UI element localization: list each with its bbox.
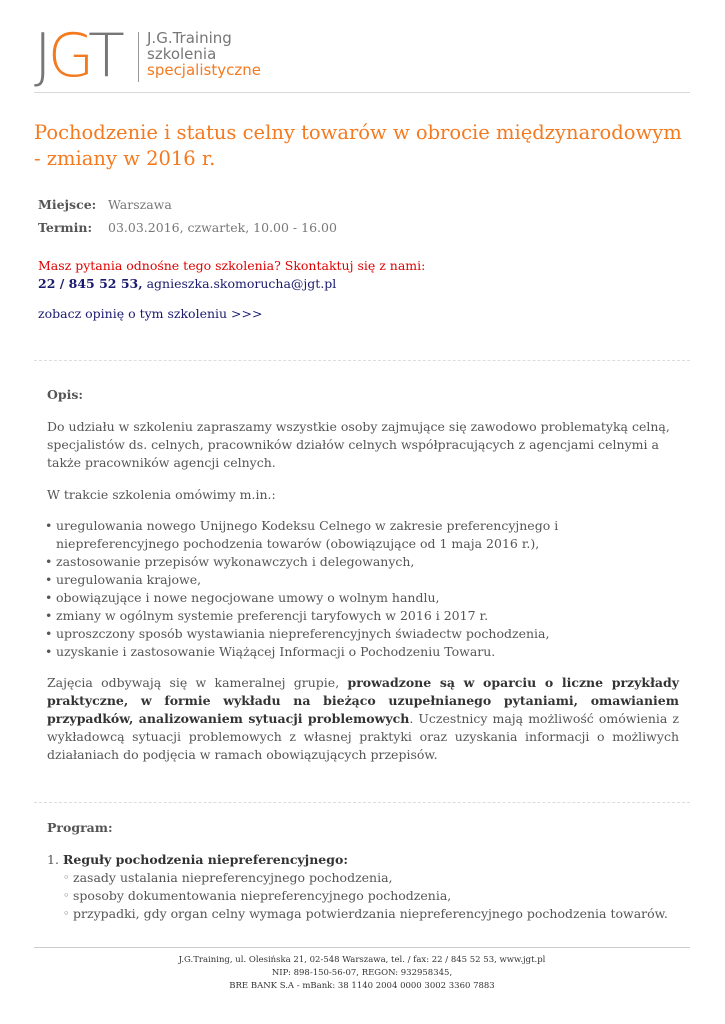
description-closing [47,674,679,764]
logo-letter-g: G [47,21,89,91]
logo-company-name: J.G.Training [147,29,232,47]
training-meta [38,193,337,239]
program-sublist [47,869,679,923]
footer-bank: BRE BANK S.A - mBank: 38 1140 2004 0000 3002 3360 7883 [229,981,495,991]
description-lead: W trakcie szkolenia omówimy m.in.: [47,487,276,502]
list-item: • uregulowania nowego Unijnego Kodeksu Celnego w zakresie preferencyjnego i niepreferencyjnego pochodzenia towarów (obowiązujące od 1 maja 2016 r.), [47,517,679,553]
program-item-number: 1. [47,852,59,867]
logo-letter-t: T [88,21,121,91]
list-item: • uzyskanie i zastosowanie Wiążącej Informacji o Pochodzeniu Towaru. [47,643,679,661]
page-header [34,21,690,93]
description-heading: Opis: [47,387,84,402]
place-label: Miejsce: [38,197,97,212]
program-heading: Program: [47,820,113,835]
meta-date-row [38,216,337,239]
contact-details [38,275,425,293]
list-item: • uproszczony sposób wystawiania niepreferencyjnych świadectw pochodzenia, [47,625,679,643]
section-divider [34,360,690,361]
opinion-link[interactable]: zobacz opinię o tym szkoleniu >>> [38,306,263,321]
jgt-logo [34,21,121,91]
footer-address: J.G.Training, ul. Olesińska 21, 02-548 Warszawa, tel. / fax: 22 / 845 52 53, www.jgt.pl [178,955,546,965]
program-section [47,819,679,923]
page-title: Pochodzenie i status celny towarów w obrocie międzynarodowym - zmiany w 2016 r. [34,121,682,170]
place-value: Warszawa [108,197,172,212]
contact-block [38,257,425,293]
list-item: • obowiązujące i nowe negocjowane umowy o wolnym handlu, [47,589,679,607]
logo-tagline-2: specjalistyczne [147,61,261,79]
footer-registration: NIP: 898-150-56-07, REGON: 932958345, [271,968,453,978]
contact-phone[interactable]: 22 / 845 52 53, [38,276,143,291]
date-label: Termin: [38,220,93,235]
contact-question: Masz pytania odnośne tego szkolenia? Skontaktuj się z nami: [38,258,426,273]
logo-divider [138,32,139,82]
logo-letters [34,21,121,91]
section-divider [34,802,690,803]
list-item: • zmiany w ogólnym systemie preferencji taryfowych w 2016 i 2017 r. [47,607,679,625]
description-intro: Do udziału w szkoleniu zapraszamy wszystkie osoby zajmujące się zawodowo problematyką celną, specjalistów ds. celnych, pracowników działów celnych współpracujących z agencjami celnymi a także pracowników agencji celnych. [47,419,670,470]
list-item: ◦ zasady ustalania niepreferencyjnego pochodzenia, [63,869,679,887]
list-item: • zastosowanie przepisów wykonawczych i delegowanych, [47,553,679,571]
closing-end: . Uczestnicy mają możliwość omówienia z wykładowcą sytuacji problemowych z własnej praktyki oraz uzyskania informacji o możliwych działaniach do podjęcia w ramach obowiązujących przepisów. [47,711,680,762]
description-section [47,386,679,764]
date-value: 03.03.2016, czwartek, 10.00 - 16.00 [108,220,337,235]
program-item-title: Reguły pochodzenia niepreferencyjnego: [63,852,348,867]
list-item: ◦ sposoby dokumentowania niepreferencyjnego pochodzenia, [63,887,679,905]
topics-list [47,517,679,661]
logo-tagline-1: szkolenia [147,45,217,63]
program-item [47,851,679,923]
meta-place-row [38,193,337,216]
contact-email-link[interactable]: agnieszka.skomorucha@jgt.pl [146,276,337,291]
list-item: ◦ przypadki, gdy organ celny wymaga potwierdzania niepreferencyjnego pochodzenia towarów. [63,905,679,923]
page-footer [34,947,690,993]
list-item: • uregulowania krajowe, [47,571,679,589]
closing-bold: prowadzone są w oparciu o liczne przykłady praktyczne, w formie wykładu na bieżąco uzupełnianego pytaniami, omawianiem przypadków, analizowaniem sytuacji problemowych [47,675,679,726]
closing-start: Zajęcia odbywają się w kameralnej grupie, [47,675,340,690]
logo-letter-j: J [34,21,48,91]
logo-text [147,30,261,78]
